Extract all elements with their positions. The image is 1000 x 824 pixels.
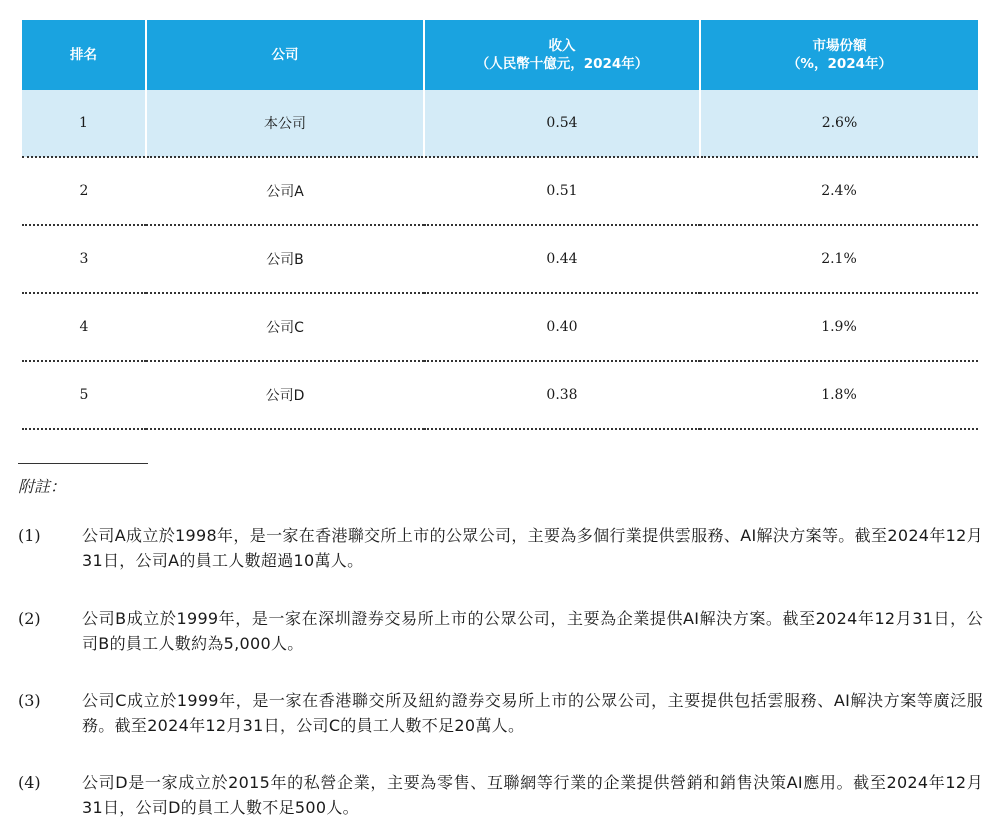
cell-revenue: 0.54 <box>424 90 700 157</box>
cell-revenue: 0.51 <box>424 157 700 225</box>
note-item <box>18 770 983 820</box>
cell-company: 公司B <box>146 225 424 293</box>
cell-market-share: 2.1% <box>700 225 978 293</box>
table-row <box>22 157 978 225</box>
cell-rank: 4 <box>22 293 146 361</box>
notes-title: 附註： <box>18 477 67 496</box>
note-item <box>18 688 983 738</box>
header-revenue-unit: （人民幣十億元，2024年） <box>475 56 649 72</box>
note-item <box>18 523 983 573</box>
note-text: 公司B成立於1999年，是一家在深圳證券交易所上市的公眾公司，主要為企業提供AI解決方案。截至2024年12月31日，公司B的員工人數約為5,000人。 <box>82 609 983 653</box>
note-text: 公司D是一家成立於2015年的私營企業，主要為零售、互聯網等行業的企業提供營銷和銷售決策AI應用。截至2024年12月31日，公司D的員工人數不足500人。 <box>82 773 983 817</box>
note-text: 公司C成立於1999年，是一家在香港聯交所及紐約證券交易所上市的公眾公司，主要提供包括雲服務、AI解決方案等廣泛服務。截至2024年12月31日，公司C的員工人數不足20萬人。 <box>82 691 983 735</box>
cell-revenue: 0.40 <box>424 293 700 361</box>
table-row <box>22 90 978 157</box>
header-market-share-label: 市場份額 <box>812 38 867 54</box>
cell-company: 公司A <box>146 157 424 225</box>
cell-market-share: 1.9% <box>700 293 978 361</box>
cell-rank: 3 <box>22 225 146 293</box>
header-revenue-label: 收入 <box>548 38 576 54</box>
cell-revenue: 0.38 <box>424 361 700 429</box>
notes-divider <box>18 463 148 464</box>
table-header-row <box>22 20 978 90</box>
cell-revenue: 0.44 <box>424 225 700 293</box>
table-row <box>22 225 978 293</box>
header-rank <box>22 20 146 90</box>
cell-market-share: 2.4% <box>700 157 978 225</box>
market-share-table-container <box>22 20 978 430</box>
cell-rank: 2 <box>22 157 146 225</box>
note-item <box>18 606 983 656</box>
table-row <box>22 361 978 429</box>
cell-company: 本公司 <box>146 90 424 157</box>
cell-rank: 5 <box>22 361 146 429</box>
note-text: 公司A成立於1998年，是一家在香港聯交所上市的公眾公司，主要為多個行業提供雲服務、AI解決方案等。截至2024年12月31日，公司A的員工人數超過10萬人。 <box>82 526 983 570</box>
header-market-share <box>700 20 978 90</box>
note-number: (2) <box>18 609 41 628</box>
note-number: (1) <box>18 526 41 545</box>
header-company-label: 公司 <box>271 47 299 63</box>
cell-market-share: 2.6% <box>700 90 978 157</box>
header-market-share-unit: （%，2024年） <box>786 56 893 72</box>
header-revenue <box>424 20 700 90</box>
cell-company: 公司C <box>146 293 424 361</box>
header-rank-label: 排名 <box>70 47 97 63</box>
note-number: (3) <box>18 691 41 710</box>
cell-rank: 1 <box>22 90 146 157</box>
note-number: (4) <box>18 773 41 792</box>
cell-market-share: 1.8% <box>700 361 978 429</box>
market-share-table <box>22 20 978 430</box>
cell-company: 公司D <box>146 361 424 429</box>
table-row <box>22 293 978 361</box>
header-company <box>146 20 424 90</box>
